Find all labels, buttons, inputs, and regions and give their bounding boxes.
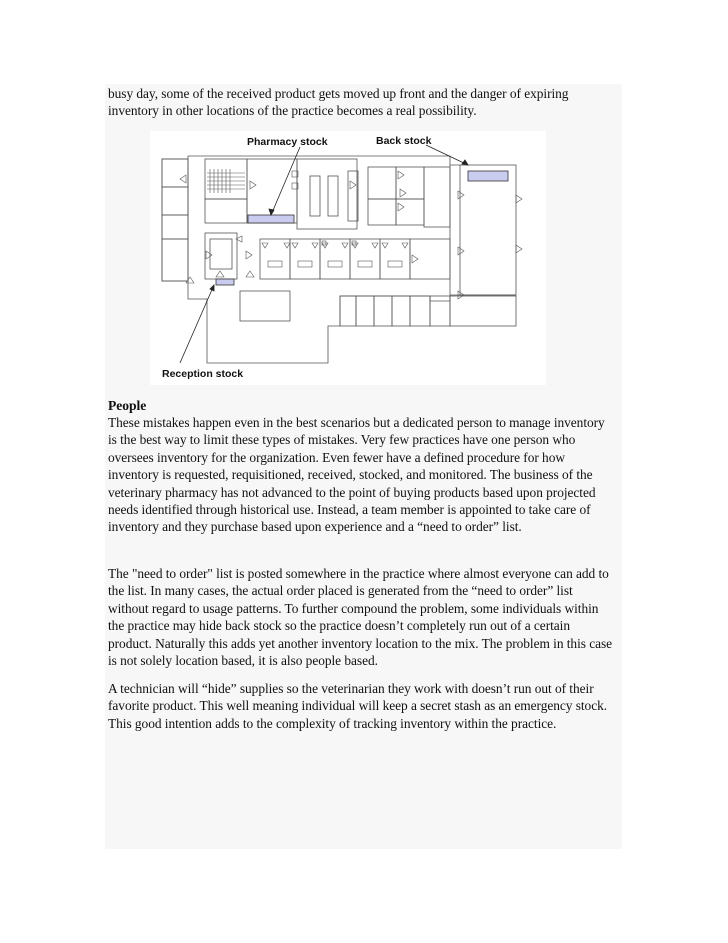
floor-plan-drawing (150, 131, 546, 385)
back-stock-marker (468, 171, 508, 181)
intro-paragraph: busy day, some of the received product gets moved up front and the danger of expiring inventory in other locations of the practice becomes a real possibility. (108, 86, 569, 119)
building-outline (188, 156, 450, 363)
people-paragraph-1: These mistakes happen even in the best scenarios but a dedicated person to manage inventory is the best way to limit these types of mistakes. Very few practices have one person who oversees inventory for the organization. Even fewer have a defined procedure for how inventory is requested, requisitioned, received, stocked, and monitored. The business of the veterinary pharmacy has not advanced to the point of buying products based upon projected needs identified through historical use. Instead, a team member is appointed to take care of inventory and they purchase based upon experience and a “need to order” list. (108, 415, 605, 535)
pharmacy-leader-line (271, 147, 300, 215)
pharmacy-stock-marker (248, 215, 294, 223)
building-outline-left-step (162, 159, 188, 281)
back-stock-label: Back stock (376, 135, 432, 147)
reception-leader-line (180, 285, 214, 363)
section-heading-people: People (108, 398, 147, 413)
back-stock-leader-line (426, 145, 468, 165)
people-paragraph-3: A technician will “hide” supplies so the veterinarian they work with doesn’t run out of their favorite product. This well meaning individual will keep a secret stash as an emergency stock. This good intention adds to the complexity of tracking inventory within the practice. (108, 681, 608, 731)
stairs (207, 169, 245, 193)
reception-stock-label: Reception stock (162, 368, 244, 380)
floor-plan-figure (150, 131, 546, 385)
people-paragraph-2: The "need to order" list is posted somewhere in the practice where almost everyone can add to the list. In many cases, the actual order placed is generated from the “need to order” list without regard to usage patterns. To further compound the problem, some individuals within the practice may hide back stock so the practice doesn’t completely run out of a certain product. Naturally this adds yet another inventory location to the mix. The problem in this case is not solely location based, it is also people based. (108, 566, 613, 669)
reception-stock-marker (216, 279, 234, 285)
pharmacy-stock-label: Pharmacy stock (247, 136, 328, 148)
